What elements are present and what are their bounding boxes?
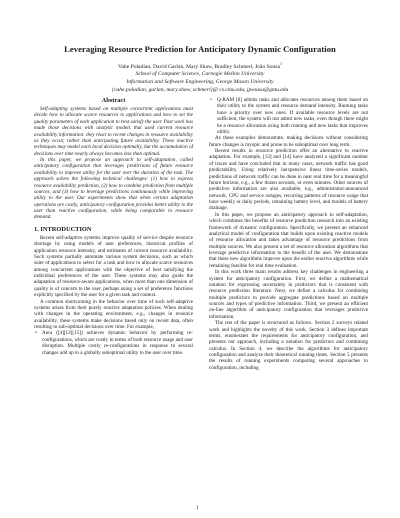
author-block [20, 60, 380, 94]
section-heading-introduction: 1. INTRODUCTION [34, 225, 92, 233]
example-list [34, 330, 193, 356]
abstract-paragraph: In this paper, we propose an approach to self-adaptation, called anticipatory configuration that leverages predictions of future resource availability to improve utility for the user over the duration of the task. The approach solves the following technical challenges: (1) how to express resource availability prediction, (2) how to combine prediction from multiple sources, and (3) how to leverage predictions continuously while improving utility to the user. Our experiments show that when certain adaptation operations are costly, anticipatory configuration provides better utility to the user than reactive configuration, while being comparable in resource demand. [34, 157, 193, 221]
page-number: 1 [196, 505, 199, 511]
abstract-body [34, 106, 193, 221]
example-list-continued [209, 97, 368, 135]
introduction-body [34, 235, 193, 356]
author-footnote-marker: 1 [279, 61, 282, 66]
body-paragraph: A common shortcoming in the behavior over time of such self-adaptive systems arises from their purely reactive adaptation policies. When dealing with changes in the operating environment, e.g., changes in resource availability, these systems make decisions based only on recent data, often resulting in sub-optimal decisions over time. For example, [34, 298, 193, 330]
body-paragraph: As these examples demonstrate, making decisions without considering future changes is myopic and prone to be suboptimal over long term. [209, 135, 368, 148]
abstract-paragraph: Self-adapting systems based on multiple concurrent applications must decide how to allocate scarce resources to applications and how to set the quality parameters of each application to best satisfy the user. Past work has made those decisions with analytic models that used current resource availability information: they react to recent changes in resource availability as they occur, rather than anticipating future availability. These reactive techniques may model each local decision optimally, but the accumulation of decisions over time nearly always becomes less than optimal. [34, 106, 193, 157]
author-names: Vahe Poladian, David Garlan, Mary Shaw, Bradley Schmerl, João Sousa$^1$ [118, 61, 282, 70]
affiliation-cmu: School of Computer Science, Carnegie Mellon University [135, 71, 265, 78]
body-paragraph: The rest of the paper is structured as follows. Section 2 surveys related work and highlights the novelty of this work. Section 3 defines important terms, enumerates the requirements for anticipatory configuration, and presents our approach, including a notation for predictors and combining calculus. In Section 4, we describe the algorithms for anticipatory configuration and analyze their theoretical running times. Section 5 presents the results of running experiments comparing several approaches to configuration, including [209, 320, 368, 371]
body-paragraph: In this work three main results address key challenges in engineering a system for anticipatory configuration. First, we define a mathematical notation for expressing uncertainty in predictors that is consistent with resource prediction literature. Next, we define a calculus for combining multiple predictors to provide aggregate predictions based on multiple sources and types of predictive information. Third, we present an efficient on-line algorithm of anticipatory configuration that leverages predictive information. [209, 269, 368, 320]
abstract-heading: Abstract [101, 97, 126, 104]
body-paragraph: In this paper, we propose an anticipatory approach to self-adaptation, which combines the benefits of resource prediction research into an existing framework of dynamic configuration. Specifically, we present an enhanced analytical model of configuration that builds upon existing reactive models of resource allocation and takes advantage of resource predictions from multiple sources. We also present a set of resource allocation algorithms that leverage predictive information to the benefit of the user. We demonstrate that these new algorithms improve upon the earlier reactive algorithms while remaining feasible for real time evaluation. [209, 211, 368, 269]
left-column [34, 97, 193, 356]
list-item: • Aura ([4][12][15]) achieves dynamic behavior by performing re-configurations, which are costly in terms of both resource usage and user disruption. Multiple costly re-configurations in response to several changes add up to a globally suboptimal utility to the user over time. [35, 330, 193, 356]
body-paragraph: Recent self-adaptive systems improve quality of service despite resource shortage by using models of user preferences, historical profiles of application resource intensity, and estimates of current resource availability. Such systems partially automate various system decisions, such as which suite of applications to select for a task and how to allocate scarce resources among concurrent applications with the objective of best satisfying the individual preferences of the user. These systems may also guide the adaptation of resource-aware applications, when more than one dimension of quality is of concern to the user, perhaps using a set of preference functions explicitly specified by the user for a given task and context. [34, 234, 193, 299]
bullet-icon: • [35, 330, 37, 337]
paper-title: Leveraging Resource Prediction for Anticipatory Dynamic Configuration [64, 44, 336, 54]
right-column [209, 97, 368, 371]
body-paragraph: Recent results in resource prediction offer an alternative to reactive adaptation. For example, [13] and [14] have analyzed a significant number of traces and have concluded that in many cases, network traffic has good predictability. Using relatively inexpensive linear time-series models, predictions of network traffic can be done in near real time for a meaningful future horizon, e.g., a few dozen seconds, or even minutes. Other sources of predictive information are also available, e.g., administrator-announced network, CPU and service outages, recurring patterns of resource usage that have weekly or daily periods, remaining battery level, and models of battery drainage. [209, 148, 368, 212]
bullet-icon: • [210, 97, 212, 103]
introduction-body-continued [209, 135, 368, 371]
list-item: • Q-RAM [8] admits tasks and allocates resources among them based on their utility to the system and resource demand intensity. Running tasks have a priority over new ones. If available resource levels are not sufficient, the system will not admit new tasks, even though there might be a resource allocation using both running and new tasks that improves utility. [210, 97, 368, 135]
affiliation-gmu: Information and Software Engineering, George Mason University [126, 79, 274, 86]
author-emails: {vahe.poladian, garlan, mary.shaw, schmerl}@ cs.cmu.edu, jpsousa@gmu.edu [111, 86, 289, 93]
